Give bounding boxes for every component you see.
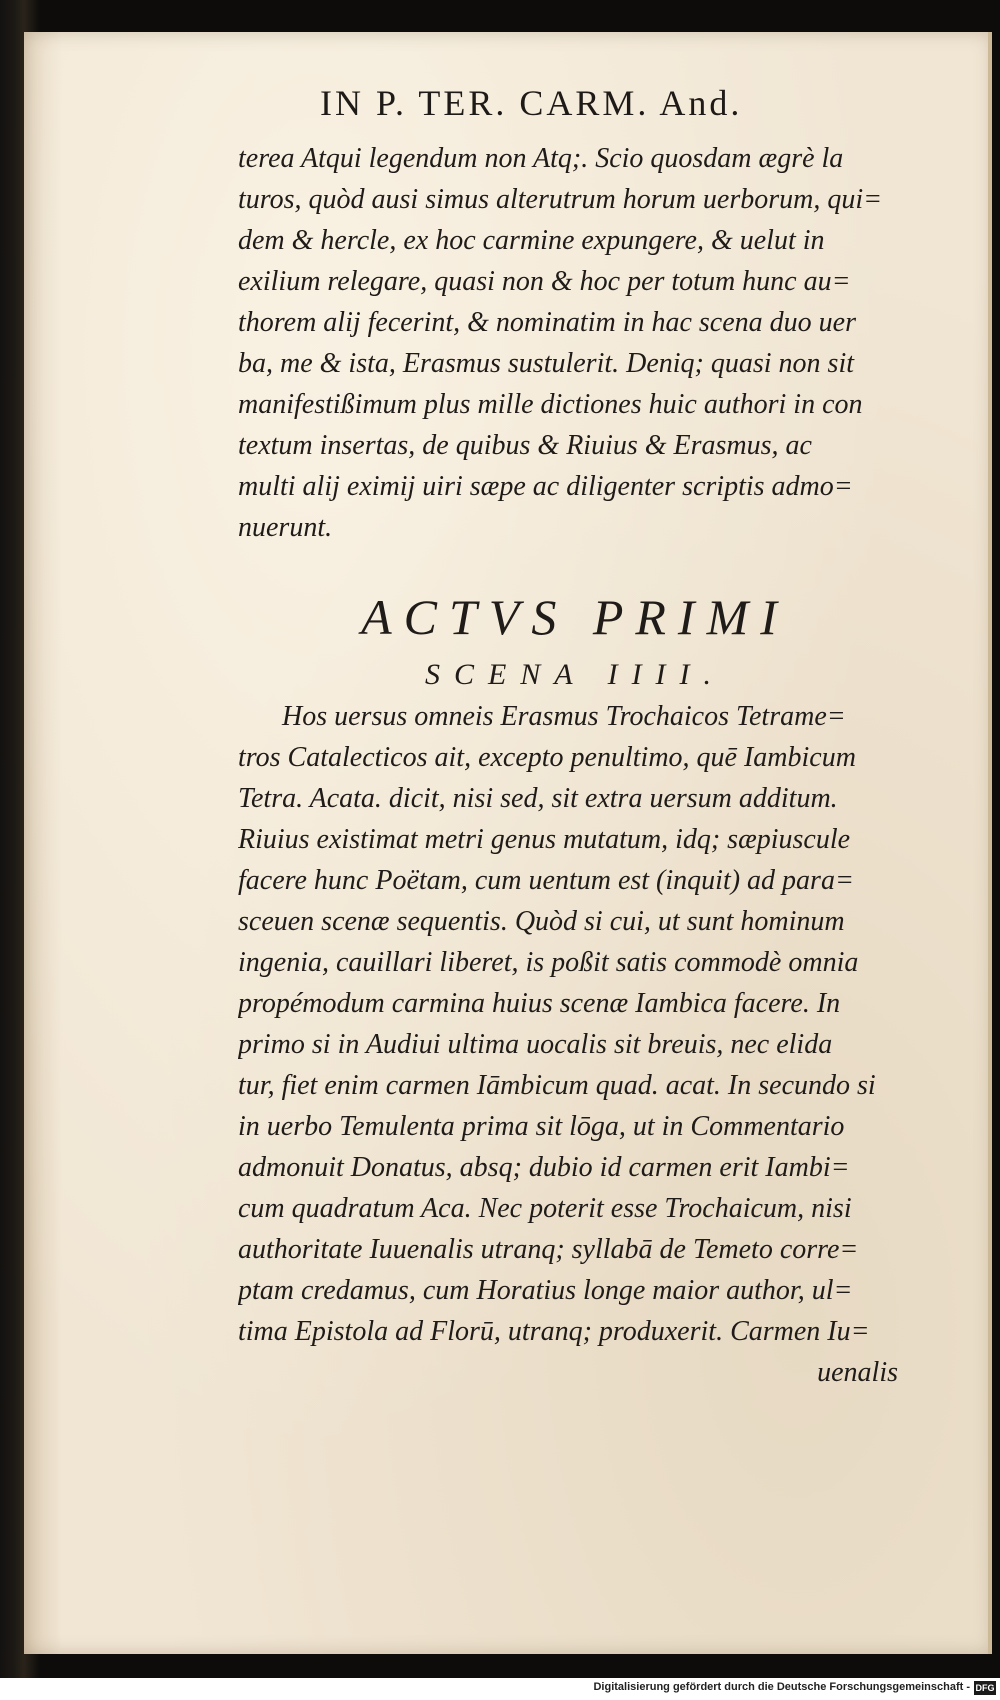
text-line: primo si in Audiui ultima uocalis sit breuis, nec elida [238, 1029, 833, 1060]
digitization-credit: Digitalisierung gefördert durch die Deutsche Forschungsgemeinschaft - [593, 1681, 970, 1693]
text-line: ptam credamus, cum Horatius longe maior author, ul= [238, 1275, 853, 1306]
text-line: terea Atqui legendum non Atq;. Scio quosdam ægrè la [238, 143, 844, 174]
text-line: manifestißimum plus mille dictiones huic authori in con [238, 389, 863, 420]
text-line: authoritate Iuuenalis utranq; syllabā de Temeto corre= [238, 1234, 859, 1265]
text-line: facere hunc Poëtam, cum uentum est (inquit) ad para= [238, 865, 854, 896]
text-line: exilium relegare, quasi non & hoc per totum hunc au= [238, 266, 851, 297]
text-line: nuerunt. [238, 512, 333, 543]
act-heading: ACTVS PRIMI [361, 589, 789, 645]
text-line: ba, me & ista, Erasmus sustulerit. Deniq; quasi non sit [238, 348, 855, 379]
text-line: turos, quòd ausi simus alterutrum horum uerborum, qui= [238, 184, 883, 215]
catchword: uenalis [817, 1357, 898, 1388]
text-line: admonuit Donatus, absq; dubio id carmen erit Iambi= [238, 1152, 850, 1183]
text-line: tros Catalecticos ait, excepto penultimo, quē Iambicum [238, 742, 856, 773]
paragraph-scene-note [238, 696, 928, 1393]
scene-heading: SCENA IIII. [424, 658, 726, 691]
paragraph-commentary [238, 138, 928, 548]
text-line: sceuen scenæ sequentis. Quòd si cui, ut sunt hominum [238, 906, 845, 937]
text-line: multi alij eximij uiri sæpe ac diligenter scriptis admo= [238, 471, 853, 502]
text-line: Riuius existimat metri genus mutatum, idq; sæpiuscule [238, 824, 851, 855]
text-line: tur, fiet enim carmen Iāmbicum quad. acat. In secundo si [238, 1070, 876, 1101]
text-line: propémodum carmina huius scenæ Iambica facere. In [238, 988, 841, 1019]
text-line: ingenia, cauillari liberet, is poßit satis commodè omnia [238, 947, 859, 978]
text-line: in uerbo Temulenta prima sit lōga, ut in Commentario [238, 1111, 845, 1142]
text-line: dem & hercle, ex hoc carmine expungere, & uelut in [238, 225, 825, 256]
text-line: Tetra. Acata. dicit, nisi sed, sit extra uersum additum. [238, 783, 838, 814]
page-edge [988, 32, 992, 1654]
text-line: tima Epistola ad Florū, utranq; produxerit. Carmen Iu= [238, 1316, 870, 1347]
text-line: Hos uersus omneis Erasmus Trochaicos Tetrame= [282, 701, 846, 732]
text-line: cum quadratum Aca. Nec poterit esse Trochaicum, nisi [238, 1193, 852, 1224]
text-line: thorem alij fecerint, & nominatim in hac scena duo uer [238, 307, 856, 338]
dfg-logo: DFG [975, 1683, 995, 1693]
running-header: IN P. TER. CARM. And. [320, 83, 743, 123]
text-line: textum insertas, de quibus & Riuius & Erasmus, ac [238, 430, 812, 461]
